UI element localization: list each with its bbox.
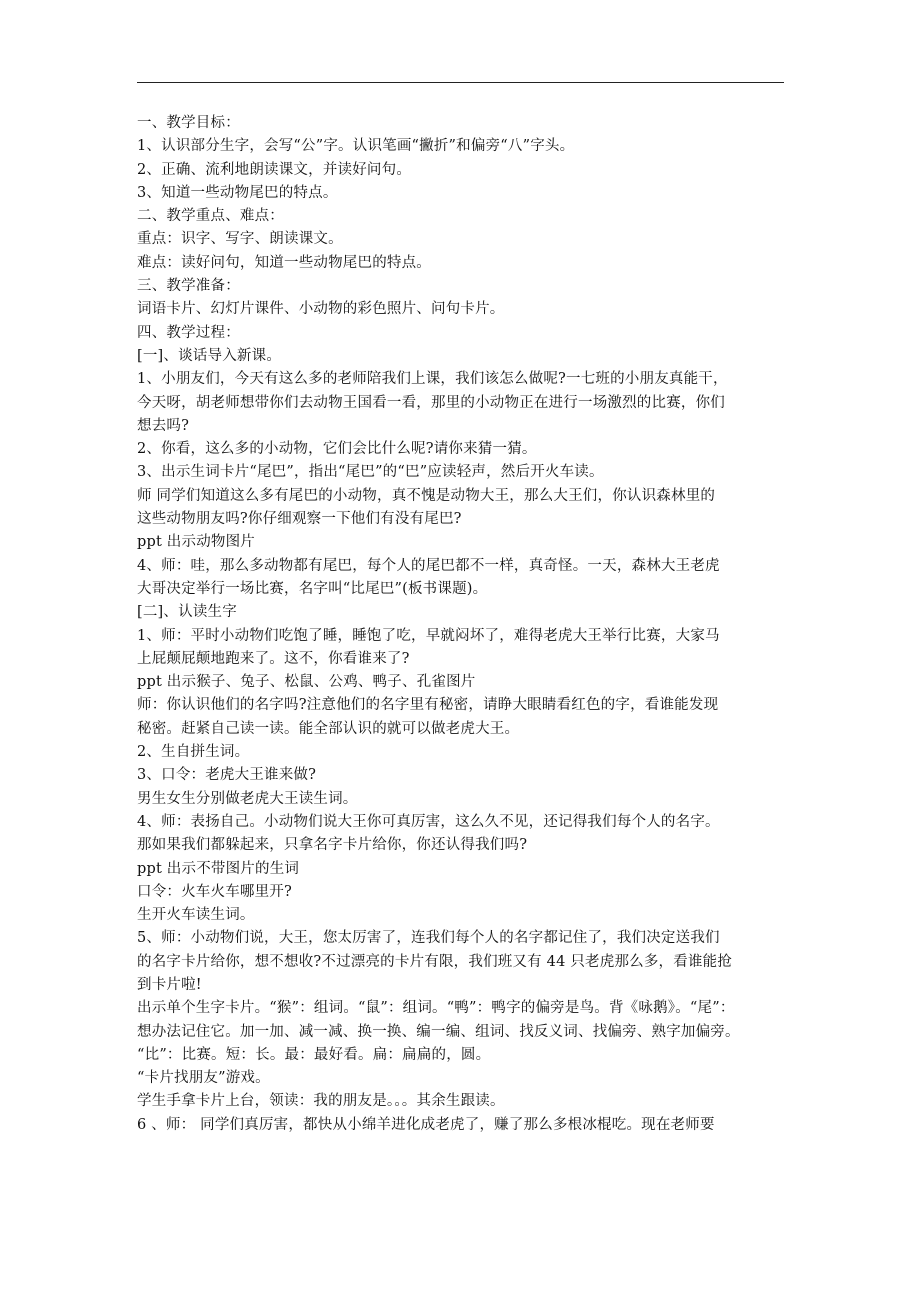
- text-line: 3、口令：老虎大王谁来做?: [137, 767, 317, 784]
- text-line: 四、教学过程：: [137, 324, 240, 341]
- text-line: 词语卡片、幻灯片课件、小动物的彩色照片、问句卡片。: [137, 301, 505, 318]
- text-line: 1、认识部分生字，会写“公”字。认识笔画“撇折”和偏旁“八”字头。: [137, 138, 575, 155]
- text-line: 1、小朋友们，今天有这么多的老师陪我们上课，我们该怎么做呢?一七班的小朋友真能干，: [137, 371, 728, 388]
- text-line: 想办法记住它。加一加、减一减、换一换、编一编、组词、找反义词、找偏旁、熟字加偏旁。: [137, 1023, 740, 1040]
- text-line: ppt 出示动物图片: [137, 534, 255, 551]
- text-line: ppt 出示猴子、兔子、松鼠、公鸡、鸭子、孔雀图片: [137, 674, 476, 691]
- text-line: “比”：比赛。短：长。最：最好看。扁：扁扁的，圆。: [137, 1046, 491, 1063]
- text-line: 2、正确、流利地朗读课文，并读好问句。: [137, 161, 412, 178]
- text-line: 生开火车读生词。: [137, 907, 255, 924]
- text-line: 想去吗?: [137, 417, 190, 434]
- text-line: 那如果我们都躲起来，只拿名字卡片给你，你还认得我们吗?: [137, 837, 528, 854]
- document-body: [137, 112, 787, 1137]
- text-line: ppt 出示不带图片的生词: [137, 860, 300, 877]
- text-line: 三、教学准备：: [137, 278, 240, 295]
- text-line: 秘密。赶紧自己读一读。能全部认识的就可以做老虎大王。: [137, 720, 520, 737]
- text-line: 男生女生分别做老虎大王读生词。: [137, 790, 358, 807]
- text-line: [一]、谈话导入新课。: [137, 347, 282, 364]
- text-line: 师：你认识他们的名字吗?注意他们的名字里有秘密，请睁大眼睛看红色的字，看谁能发现: [137, 697, 719, 714]
- text-line: 4、师：表扬自己。小动物们说大王你可真厉害，这么久不见，还记得我们每个人的名字。: [137, 813, 720, 830]
- text-line: 大哥决定举行一场比赛，名字叫“比尾巴”(板书课题)。: [137, 580, 488, 597]
- text-line: 这些动物朋友吗?你仔细观察一下他们有没有尾巴?: [137, 511, 462, 528]
- text-line: 5、师：小动物们说，大王，您太厉害了，连我们每个人的名字都记住了，我们决定送我们: [137, 930, 720, 947]
- text-line: 2、你看，这么多的小动物，它们会比什么呢?请你来猜一猜。: [137, 441, 537, 458]
- text-line: 6 、师： 同学们真厉害，都快从小绵羊进化成老虎了，赚了那么多根冰棍吃。现在老师要: [137, 1116, 715, 1133]
- text-line: 出示单个生字卡片。“猴”：组词。“鼠”：组词。“鸭”：鸭字的偏旁是鸟。背《咏鹅》。“尾”：: [137, 1000, 735, 1017]
- text-line: 重点：识字、写字、朗读课文。: [137, 231, 343, 248]
- text-line: 一、教学目标：: [137, 115, 240, 131]
- text-line: 口令：火车火车哪里开?: [137, 883, 292, 900]
- text-line: 3、知道一些动物尾巴的特点。: [137, 184, 338, 201]
- text-line: 难点：读好问句，知道一些动物尾巴的特点。: [137, 254, 431, 271]
- text-line: 的名字卡片给你，想不想收?不过漂亮的卡片有限，我们班又有 44 只老虎那么多，看谁能抢: [137, 953, 733, 970]
- text-line: 3、出示生词卡片“尾巴”，指出“尾巴”的“巴”应读轻声，然后开火车读。: [137, 464, 604, 481]
- text-line: 4、师：哇，那么多动物都有尾巴，每个人的尾巴都不一样，真奇怪。一天，森林大王老虎: [137, 557, 720, 574]
- text-line: 二、教学重点、难点：: [137, 208, 284, 225]
- header-rule: [137, 82, 784, 83]
- text-line: 学生手拿卡片上台，领读：我的朋友是。。。其余生跟读。: [137, 1093, 505, 1110]
- text-line: 今天呀，胡老师想带你们去动物王国看一看，那里的小动物正在进行一场激烈的比赛，你们: [137, 394, 725, 411]
- text-line: 1、师：平时小动物们吃饱了睡，睡饱了吃，早就闷坏了，难得老虎大王举行比赛，大家马: [137, 627, 720, 644]
- text-line: “卡片找朋友”游戏。: [137, 1070, 270, 1087]
- text-line: [二]、认读生字: [137, 604, 237, 621]
- text-line: 师 同学们知道这么多有尾巴的小动物，真不愧是动物大王，那么大王们，你认识森林里的: [137, 487, 716, 504]
- text-line: 到卡片啦!: [137, 976, 202, 993]
- text-line: 2、生自拼生词。: [137, 744, 250, 761]
- text-line: 上屁颠屁颠地跑来了。这不，你看谁来了?: [137, 650, 410, 667]
